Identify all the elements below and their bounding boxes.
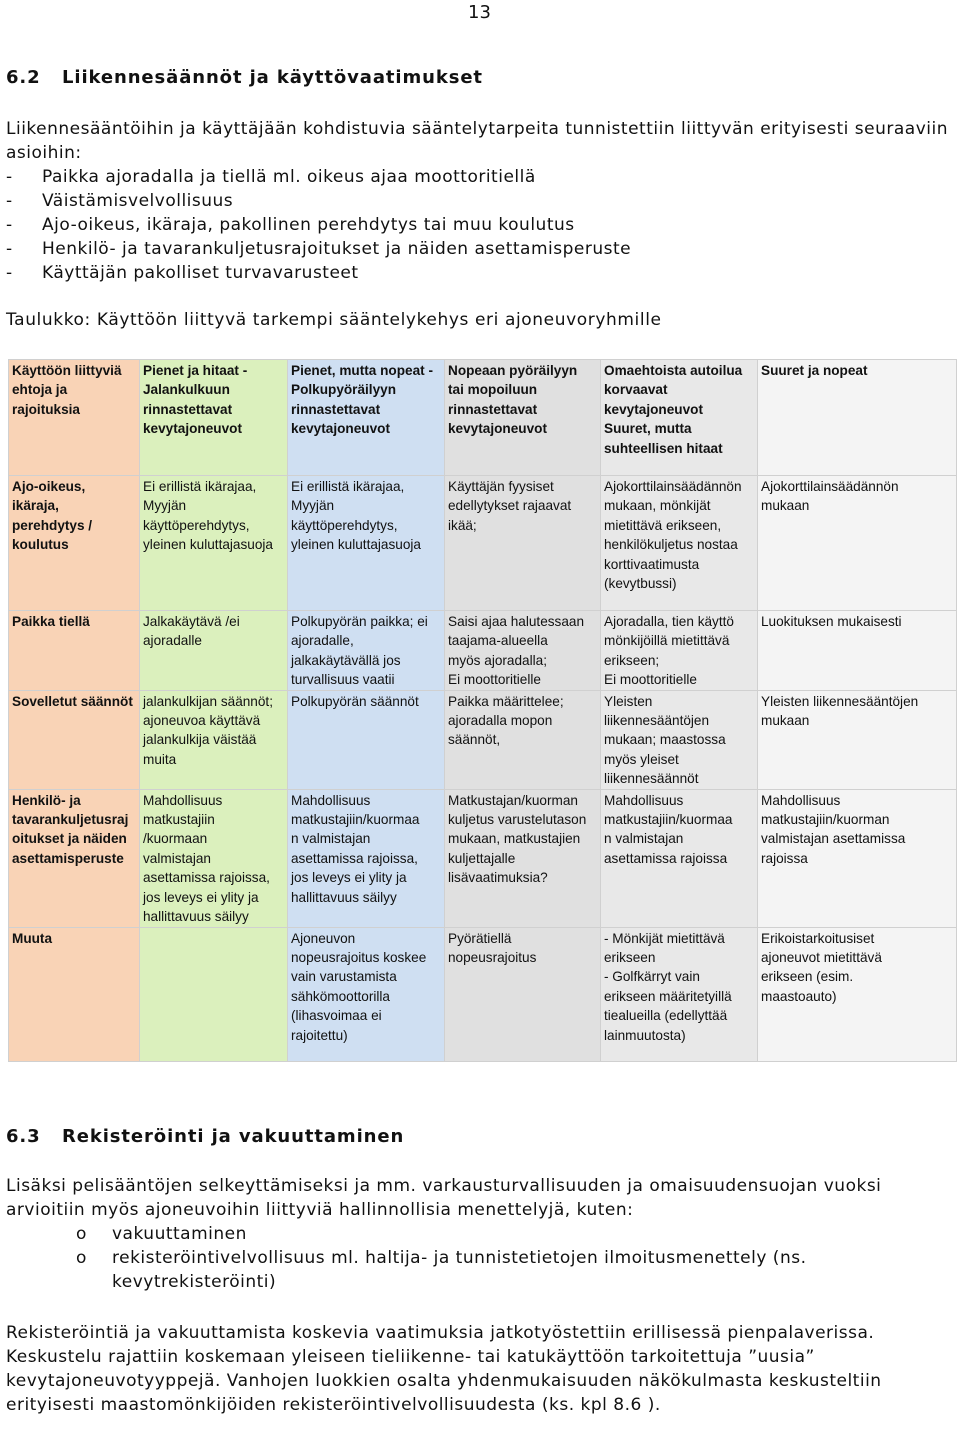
table-cell	[288, 927, 445, 1061]
cell-text-line: liikennesäännöt	[604, 771, 699, 787]
cell-text-line: matkustajiin	[143, 812, 215, 828]
cell-text-line: kevytajoneuvot	[291, 421, 390, 437]
cell-text-line: n valmistajan	[604, 831, 684, 847]
table-cell	[445, 927, 601, 1061]
cell-text-line: Ei erillistä ikärajaa,	[143, 479, 257, 494]
cell-text-line: mukaan; maastossa	[604, 732, 726, 748]
cell-text-line: Mahdollisuus	[604, 792, 684, 808]
table-cell	[601, 690, 758, 789]
cell-text-line: Yleisten	[604, 693, 653, 709]
cell-text-line: rinnastettavat	[291, 401, 381, 417]
cell-text-line: Luokituksen mukaisesti	[761, 614, 902, 629]
table-row	[9, 690, 957, 789]
section-6-2-intro: Liikennesääntöihin ja käyttäjään kohdistuvia sääntelytarpeita tunnistettiin liittyvän erityisesti seuraaviin asioihin:	[6, 119, 948, 163]
table-cell	[758, 476, 957, 611]
cell-text-line: n valmistajan	[291, 831, 371, 847]
cell-text-line: (kevytbussi)	[604, 576, 677, 592]
cell-text-line: Mahdollisuus	[761, 792, 841, 808]
section-number: 6.2	[6, 67, 41, 88]
table-row	[9, 789, 957, 927]
cell-text-line: turvallisuus vaatii	[291, 672, 395, 688]
list-item: o vakuuttaminen	[76, 1224, 247, 1244]
cell-text-line: Pyörätiellä	[448, 930, 512, 946]
cell-text-line: yleinen kuluttajasuoja	[291, 537, 421, 553]
table-cell	[601, 476, 758, 611]
cell-text-line: yleinen kuluttajasuoja	[143, 537, 273, 553]
cell-text-line: Ajo-oikeus,	[12, 479, 86, 494]
cell-text-line: erikseen;	[604, 652, 660, 668]
cell-text-line: asettamissa rajoissa	[604, 850, 728, 866]
cell-text-line: Matkustajan/kuorman	[448, 792, 578, 808]
cell-text-line: Polkupyöräilyyn	[291, 382, 397, 398]
row-header	[9, 690, 140, 789]
section-title: Liikennesäännöt ja käyttövaatimukset	[62, 67, 483, 88]
cell-text-line: ehtoja ja	[12, 382, 68, 398]
cell-text-line: myös ajoradalla;	[448, 652, 547, 668]
cell-text-line: jalankulkija väistää	[143, 732, 257, 748]
cell-text-line: Nopeaan pyöräilyyn	[448, 363, 578, 378]
cell-text-line: Ajoradalla, tien käyttö	[604, 614, 734, 629]
cell-text-line: matkustajiin/kuormaa	[291, 812, 420, 828]
cell-text-line: Erikoistarkoitusiset	[761, 930, 875, 946]
cell-text-line: jos leveys ei ylity ja	[291, 870, 407, 886]
list-item: - Henkilö- ja tavarankuljetusrajoitukset ja näiden asettamisperuste	[6, 239, 632, 259]
table-cell	[445, 476, 601, 611]
table-cell	[758, 789, 957, 927]
cell-text-line: kevytajoneuvot	[604, 401, 703, 417]
cell-text-line: käyttöperehdytys,	[143, 517, 250, 533]
cell-text-line: perehdytys /	[12, 517, 93, 533]
cell-text-line: (lihasvoimaa ei	[291, 1008, 382, 1024]
header-cell	[601, 360, 758, 476]
cell-text-line: valmistajan	[143, 850, 211, 866]
cell-text-line: taajama-alueella	[448, 633, 548, 649]
cell-text-line: korvaavat	[604, 382, 668, 398]
cell-text-line: kuljettajalle	[448, 850, 516, 866]
cell-text-line: muita	[143, 751, 177, 767]
table-cell	[758, 690, 957, 789]
cell-text-line: Suuret ja nopeat	[761, 363, 868, 378]
cell-text-line: rinnastettavat	[448, 401, 538, 417]
cell-text-line: Ei moottoritielle	[604, 672, 697, 688]
cell-text-line: matkustajiin/kuormaa	[604, 812, 733, 828]
table-cell	[140, 789, 288, 927]
row-header	[9, 789, 140, 927]
cell-text-line: Jalankulkuun	[143, 382, 230, 398]
cell-text-line: koulutus	[12, 537, 69, 553]
cell-text-line: matkustajiin/kuorman	[761, 812, 890, 828]
cell-text-line: Sovelletut säännöt	[12, 693, 133, 709]
cell-text-line: nopeusrajoitus	[448, 949, 537, 965]
requirements-list	[6, 165, 631, 285]
cell-text-line: Myyjän	[291, 498, 335, 514]
cell-text-line: erikseen määritetyillä	[604, 988, 732, 1004]
table-cell	[601, 927, 758, 1061]
cell-text-line: Mahdollisuus	[143, 792, 223, 808]
header-cell	[9, 360, 140, 476]
row-header	[9, 476, 140, 611]
cell-text-line: Jalkakäytävä /ei	[143, 614, 240, 629]
cell-text-line: Polkupyörän paikka; ei	[291, 614, 428, 629]
cell-text-line: Omaehtoista autoilua	[604, 363, 743, 378]
cell-text-line: asettamissa rajoissa,	[291, 850, 418, 866]
cell-text-line: rajoissa	[761, 850, 808, 866]
cell-text-line: /kuormaan	[143, 831, 208, 847]
header-cell	[758, 360, 957, 476]
cell-text-line: rajoitettu)	[291, 1027, 348, 1043]
cell-text-line: myös yleiset	[604, 751, 679, 767]
list-item: o rekisteröintivelvollisuus ml. haltija- ja tunnistetietojen ilmoitusmenettely (ns. kevytrekisteröinti)	[76, 1248, 807, 1292]
cell-text-line: ikäraja,	[12, 498, 59, 514]
cell-text-line: Saisi ajaa halutessaan	[448, 614, 585, 629]
cell-text-line: tai mopoiluun	[448, 382, 538, 398]
cell-text-line: oitukset ja näiden	[12, 831, 127, 847]
cell-text-line: jos leveys ei ylity ja	[143, 889, 259, 905]
cell-text-line: nopeusrajoitus koskee	[291, 949, 427, 965]
table-cell	[140, 927, 288, 1061]
table-cell	[445, 690, 601, 789]
cell-text-line: tavarankuljetusraj	[12, 812, 129, 828]
page-number: 13	[468, 2, 491, 23]
cell-text-line: Ajokorttilainsäädännön	[604, 479, 742, 494]
table-cell	[140, 476, 288, 611]
cell-text-line: mönkijöillä mietittävä	[604, 633, 730, 649]
table-cell	[288, 789, 445, 927]
cell-text-line: maastoauto)	[761, 988, 837, 1004]
section-6-3-heading	[6, 1126, 404, 1147]
list-item: - Käyttäjän pakolliset turvavarusteet	[6, 263, 359, 283]
cell-text-line: Mahdollisuus	[291, 792, 371, 808]
table-caption: Taulukko: Käyttöön liittyvä tarkempi sääntelykehys eri ajoneuvoryhmille	[6, 310, 662, 330]
table-cell	[288, 690, 445, 789]
table-cell	[288, 476, 445, 611]
cell-text-line: ajoradalla mopon	[448, 713, 553, 729]
table-cell	[758, 927, 957, 1061]
table-cell	[445, 789, 601, 927]
list-item: - Väistämisvelvollisuus	[6, 191, 234, 211]
cell-text-line: hallittavuus säilyy	[291, 889, 397, 905]
cell-text-line: rajoituksia	[12, 401, 80, 417]
cell-text-line: ajoneuvoa käyttävä	[143, 713, 261, 729]
section-6-2-heading	[6, 67, 483, 88]
cell-text-line: Polkupyörän säännöt	[291, 693, 419, 709]
cell-text-line: tiealueilla (edellyttää	[604, 1008, 728, 1024]
cell-text-line: kuljetus varustelutason	[448, 812, 587, 828]
cell-text-line: Paikka tiellä	[12, 614, 90, 629]
section-6-3-outro: Rekisteröintiä ja vakuuttamista koskevia vaatimuksia jatkotyöstettiin erillisessä pienpalaverissa. Keskustelu rajattiin koskemaan yleiseen tieliikenne- tai katukäyttöön tarkoitettuja ”uusia” kevytajoneuvotyyppejä. Vanhojen luokkien osalta yhdenmukaisuuden näkökulmasta keskusteltiin erityisesti maastomönkijöiden rekisteröintivelvollisuudesta (ks. kpl 8.6 ).	[6, 1323, 882, 1415]
cell-text-line: Ajoneuvon	[291, 930, 356, 946]
table-cell	[140, 611, 288, 691]
cell-text-line: mukaan	[761, 713, 810, 729]
cell-text-line: Suuret, mutta	[604, 421, 692, 437]
cell-text-line: Käyttöön liittyviä	[12, 363, 122, 378]
table-cell	[288, 611, 445, 691]
cell-text-line: mukaan, mönkijät	[604, 498, 711, 514]
cell-text-line: Ei erillistä ikärajaa,	[291, 479, 405, 494]
cell-text-line: Käyttäjän fyysiset	[448, 479, 554, 494]
cell-text-line: mukaan	[761, 498, 810, 514]
list-item: - Ajo-oikeus, ikäraja, pakollinen perehdytys tai muu koulutus	[6, 215, 575, 235]
cell-text-line: vain varustamista	[291, 969, 397, 985]
table-cell	[601, 789, 758, 927]
section-6-3-intro: Lisäksi pelisääntöjen selkeyttämiseksi ja mm. varkausturvallisuuden ja omaisuudensuojan vuoksi arvioitiin myös ajoneuvoihin liittyviä hallinnollisia menettelyjä, kuten:	[6, 1176, 882, 1220]
table-row	[9, 476, 957, 611]
cell-text-line: jalkakäytävällä jos	[291, 652, 401, 668]
cell-text-line: kevytajoneuvot	[448, 421, 547, 437]
cell-text-line: Pienet ja hitaat -	[143, 363, 248, 378]
header-cell	[140, 360, 288, 476]
cell-text-line: sähkömoottorilla	[291, 988, 390, 1004]
cell-text-line: lisävaatimuksia?	[448, 870, 548, 886]
cell-text-line: lainmuutosta)	[604, 1027, 686, 1043]
cell-text-line: edellytykset rajaavat	[448, 498, 572, 514]
cell-text-line: - Mönkijät mietittävä	[604, 930, 725, 946]
cell-text-line: henkilökuljetus nostaa	[604, 537, 738, 553]
procedures-list	[76, 1222, 956, 1294]
cell-text-line: mietittävä erikseen,	[604, 517, 722, 533]
cell-text-line: jalankulkijan säännöt;	[143, 693, 273, 709]
cell-text-line: liikennesääntöjen	[604, 713, 710, 729]
cell-text-line: Ajokorttilainsäädännön	[761, 479, 899, 494]
cell-text-line: valmistajan asettamissa	[761, 831, 906, 847]
cell-text-line: - Golfkärryt vain	[604, 969, 700, 985]
cell-text-line: ajoradalle	[143, 633, 202, 649]
section-title: Rekisteröinti ja vakuuttaminen	[62, 1126, 405, 1147]
cell-text-line: suhteellisen hitaat	[604, 440, 723, 456]
cell-text-line: käyttöperehdytys,	[291, 517, 398, 533]
table-row	[9, 927, 957, 1061]
header-cell	[288, 360, 445, 476]
cell-text-line: Pienet, mutta nopeat -	[291, 363, 433, 378]
cell-text-line: erikseen (esim.	[761, 969, 854, 985]
cell-text-line: korttivaatimusta	[604, 556, 700, 572]
table-cell	[140, 690, 288, 789]
regulation-framework-table	[8, 359, 957, 1062]
cell-text-line: ikää;	[448, 517, 477, 533]
cell-text-line: Yleisten liikennesääntöjen	[761, 693, 919, 709]
cell-text-line: Muuta	[12, 930, 53, 946]
cell-text-line: kevytajoneuvot	[143, 421, 242, 437]
cell-text-line: asettamisperuste	[12, 850, 124, 866]
list-item: - Paikka ajoradalla ja tiellä ml. oikeus ajaa moottoritiellä	[6, 167, 536, 187]
cell-text-line: Paikka määrittelee;	[448, 693, 564, 709]
header-cell	[445, 360, 601, 476]
cell-text-line: mukaan, matkustajien	[448, 831, 581, 847]
cell-text-line: Ei moottoritielle	[448, 672, 541, 688]
cell-text-line: ajoneuvot mietittävä	[761, 949, 882, 965]
cell-text-line: Henkilö- ja	[12, 792, 81, 808]
cell-text-line: hallittavuus säilyy	[143, 909, 249, 925]
table-cell	[445, 611, 601, 691]
table-cell	[601, 611, 758, 691]
table-row	[9, 611, 957, 691]
cell-text-line: ajoradalle,	[291, 633, 354, 649]
cell-text-line: Myyjän	[143, 498, 187, 514]
cell-text-line: erikseen	[604, 949, 656, 965]
row-header	[9, 927, 140, 1061]
row-header	[9, 611, 140, 691]
cell-text-line: säännöt,	[448, 732, 501, 748]
cell-text-line: asettamissa rajoissa,	[143, 870, 270, 886]
cell-text-line: rinnastettavat	[143, 401, 233, 417]
table-header-row	[9, 360, 957, 476]
section-number: 6.3	[6, 1126, 41, 1147]
table-cell	[758, 611, 957, 691]
